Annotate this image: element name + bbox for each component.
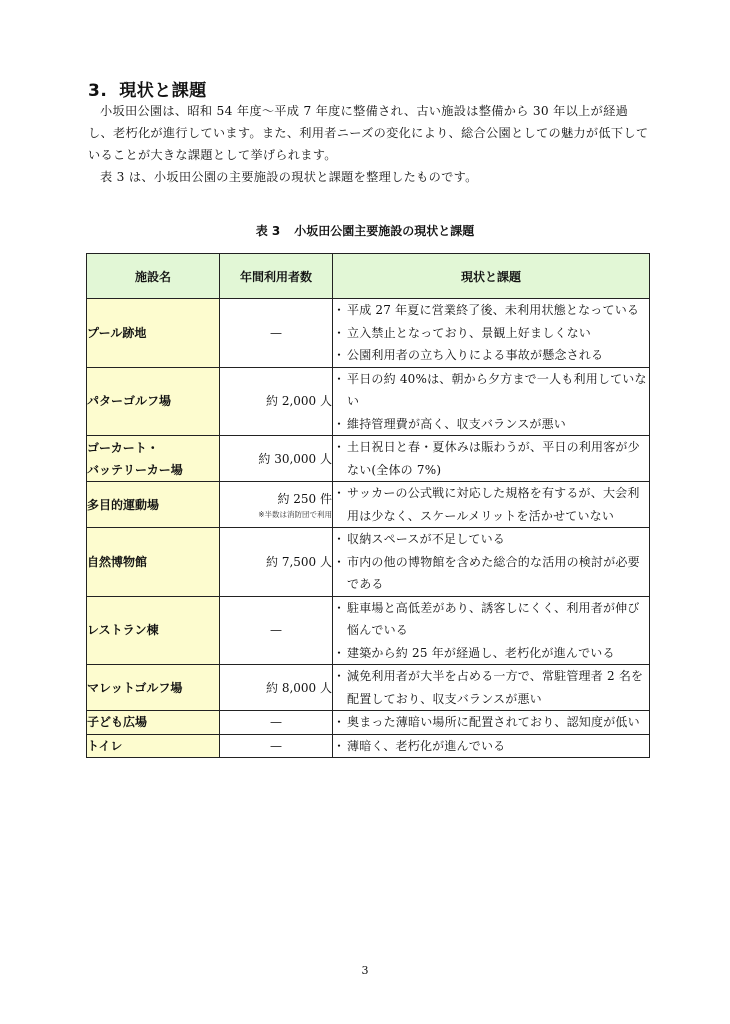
issue-item: ・ 維持管理費が高く、収支バランスが悪い: [333, 413, 649, 436]
facility-name-cell: [87, 734, 220, 758]
issue-item: ・ 市内の他の博物館を含めた総合的な活用の検討が必要である: [333, 551, 649, 596]
facility-name-cell: [87, 367, 220, 436]
annual-users-cell: [220, 596, 333, 665]
issues-list: [333, 597, 649, 665]
facility-name: レストラン棟: [87, 623, 159, 638]
table-row: [87, 665, 650, 711]
facility-name: 自然博物館: [87, 554, 148, 569]
annual-users-cell: [220, 665, 333, 711]
header-facility-name: 施設名: [87, 254, 220, 299]
annual-users-value: —: [270, 623, 282, 638]
issues-list: [333, 711, 649, 734]
status-issues-cell: [333, 596, 650, 665]
issues-list: [333, 665, 649, 710]
status-issues-cell: [333, 528, 650, 597]
facility-name-cell: [87, 528, 220, 597]
annual-users-cell: [220, 711, 333, 735]
issue-item: ・ 公園利用者の立ち入りによる事故が懸念される: [333, 344, 649, 367]
section-number: 3.: [88, 81, 108, 101]
facility-name: パターゴルフ場: [87, 394, 172, 409]
issues-list: [333, 299, 649, 367]
table-header-row: [87, 254, 650, 299]
issues-list: [333, 482, 649, 527]
table-row: [87, 436, 650, 482]
status-issues-cell: [333, 711, 650, 735]
table-caption-title: 小坂田公園主要施設の現状と課題: [294, 224, 475, 238]
issue-item: ・ 減免利用者が大半を占める一方で、常駐管理者 2 名を配置しており、収支バランスが悪い: [333, 665, 649, 710]
annual-users-value: 約 7,500 人: [266, 554, 332, 569]
section-title: 現状と課題: [119, 81, 207, 101]
annual-users-value: —: [270, 325, 282, 340]
facility-name-cell: [87, 299, 220, 368]
section-heading: [88, 76, 207, 101]
facility-name: 多目的運動場: [87, 497, 160, 512]
annual-users-value: —: [270, 715, 282, 730]
issue-item: ・ 平日の約 40%は、朝から夕方まで一人も利用していない: [333, 368, 649, 413]
issue-item: ・ 駐車場と高低差があり、誘客しにくく、利用者が伸び悩んでいる: [333, 597, 649, 642]
issue-item: ・ サッカーの公式戦に対応した規格を有するが、大会利用は少なく、スケールメリットを活かせていない: [333, 482, 649, 527]
issue-item: ・ 土日祝日と春・夏休みは賑わうが、平日の利用客が少ない(全体の 7%): [333, 436, 649, 481]
annual-users-cell: [220, 482, 333, 528]
annual-users-value: 約 8,000 人: [266, 680, 332, 695]
facility-name-cell: [87, 436, 220, 482]
issues-list: [333, 368, 649, 436]
issue-item: ・ 平成 27 年夏に営業終了後、未利用状態となっている: [333, 299, 649, 322]
facilities-table: [86, 253, 650, 758]
issues-list: [333, 735, 649, 758]
facility-name-cell: [87, 665, 220, 711]
annual-users-value: 約 30,000 人: [258, 451, 332, 466]
issues-list: [333, 528, 649, 596]
status-issues-cell: [333, 367, 650, 436]
facility-name: プール跡地: [87, 325, 147, 340]
table-body: [87, 299, 650, 758]
issue-item: ・ 建築から約 25 年が経過し、老朽化が進んでいる: [333, 642, 649, 665]
annual-users-cell: [220, 734, 333, 758]
header-status-issues: 現状と課題: [333, 254, 650, 299]
issue-item: ・ 収納スペースが不足している: [333, 528, 649, 551]
table-row: [87, 528, 650, 597]
facility-name-cell: [87, 711, 220, 735]
issue-item: ・ 立入禁止となっており、景観上好ましくない: [333, 322, 649, 345]
table-row: [87, 299, 650, 368]
annual-users-value: 約 250 件: [277, 491, 332, 506]
facility-name: マレットゴルフ場: [87, 680, 183, 695]
table-row: [87, 367, 650, 436]
issues-list: [333, 436, 649, 481]
header-annual-users: 年間利用者数: [220, 254, 333, 299]
status-issues-cell: [333, 734, 650, 758]
page-number: 3: [361, 964, 369, 977]
issue-item: ・ 奥まった薄暗い場所に配置されており、認知度が低い: [333, 711, 649, 734]
annual-users-cell: [220, 299, 333, 368]
facility-name: 子ども広場: [87, 715, 148, 730]
facility-name-cell: [87, 482, 220, 528]
table-row: [87, 596, 650, 665]
table-row: [87, 711, 650, 735]
table-caption: [0, 222, 730, 239]
table-row: [87, 482, 650, 528]
facility-name: ゴーカート・ バッテリーカー場: [87, 440, 183, 477]
table-reference-paragraph: 表 3 は、小坂田公園の主要施設の現状と課題を整理したものです。: [100, 170, 478, 184]
intro-paragraph: 小坂田公園は、昭和 54 年度～平成 7 年度に整備され、古い施設は整備から 30 年以上が経過し、老朽化が進行しています。また、利用者ニーズの変化により、総合公園としての魅力が低下していることが大きな課題として挙げられます。: [88, 104, 649, 162]
annual-users-value: —: [270, 738, 282, 753]
status-issues-cell: [333, 482, 650, 528]
table-row: [87, 734, 650, 758]
annual-users-note: ※半数は消防団で利用: [258, 509, 332, 519]
issue-item: ・ 薄暗く、老朽化が進んでいる: [333, 735, 649, 758]
table-caption-number: 表 3: [255, 224, 281, 238]
annual-users-cell: [220, 367, 333, 436]
status-issues-cell: [333, 665, 650, 711]
status-issues-cell: [333, 299, 650, 368]
annual-users-value: 約 2,000 人: [266, 394, 332, 409]
annual-users-cell: [220, 528, 333, 597]
annual-users-cell: [220, 436, 333, 482]
facility-name: トイレ: [87, 738, 123, 753]
status-issues-cell: [333, 436, 650, 482]
facility-name-cell: [87, 596, 220, 665]
